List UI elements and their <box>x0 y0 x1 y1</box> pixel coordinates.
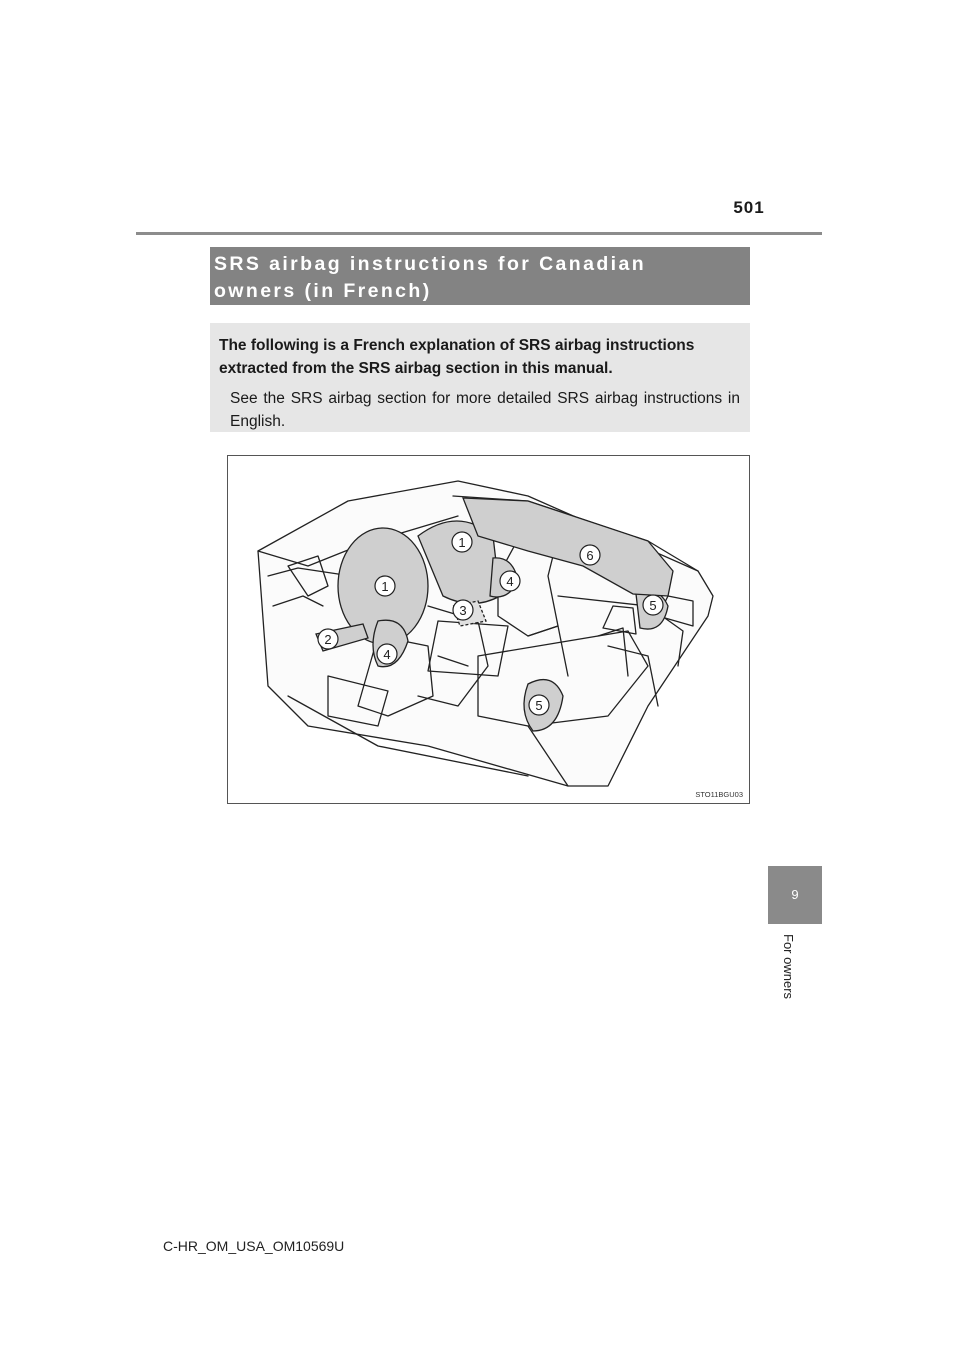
section-title-line-1: SRS airbag instructions for Canadian <box>214 253 647 275</box>
svg-text:3: 3 <box>459 603 467 618</box>
intro-note-text: See the SRS airbag section for more detailed SRS airbag instructions in English. <box>230 390 740 430</box>
airbag-illustration <box>227 455 750 804</box>
top-rule <box>136 232 822 235</box>
svg-text:5: 5 <box>649 598 657 613</box>
callout-5-rear-side-right <box>643 595 663 615</box>
callout-6-curtain <box>580 545 600 565</box>
figure-code: STO11BGU03 <box>695 790 743 799</box>
svg-text:5: 5 <box>535 698 543 713</box>
callout-4-front-side-driver <box>377 644 397 664</box>
chapter-tab: 9 <box>768 866 822 924</box>
footer-doc-code: C-HR_OM_USA_OM10569U <box>163 1238 345 1254</box>
intro-bold-text: The following is a French explanation of SRS airbag instructions extracted from the SRS airbag section in this manual. <box>219 337 695 377</box>
chapter-label: For owners <box>781 934 796 1000</box>
callout-4-front-side-passenger <box>500 571 520 591</box>
section-title <box>210 247 750 305</box>
svg-text:6: 6 <box>586 548 594 563</box>
svg-text:2: 2 <box>324 632 332 647</box>
section-title-line-2: owners (in French) <box>214 280 432 302</box>
page-number: 501 <box>733 198 765 217</box>
callout-3-seat-cushion <box>453 600 473 620</box>
callout-1-driver <box>375 576 395 596</box>
callout-1-passenger <box>452 532 472 552</box>
svg-text:1: 1 <box>458 535 466 550</box>
callout-5-rear-side-left <box>529 695 549 715</box>
vehicle-interior-drawing <box>228 456 749 803</box>
intro-box <box>210 323 750 432</box>
svg-text:4: 4 <box>383 647 391 662</box>
svg-text:1: 1 <box>381 579 389 594</box>
svg-text:4: 4 <box>506 574 514 589</box>
callout-2-knee <box>318 629 338 649</box>
